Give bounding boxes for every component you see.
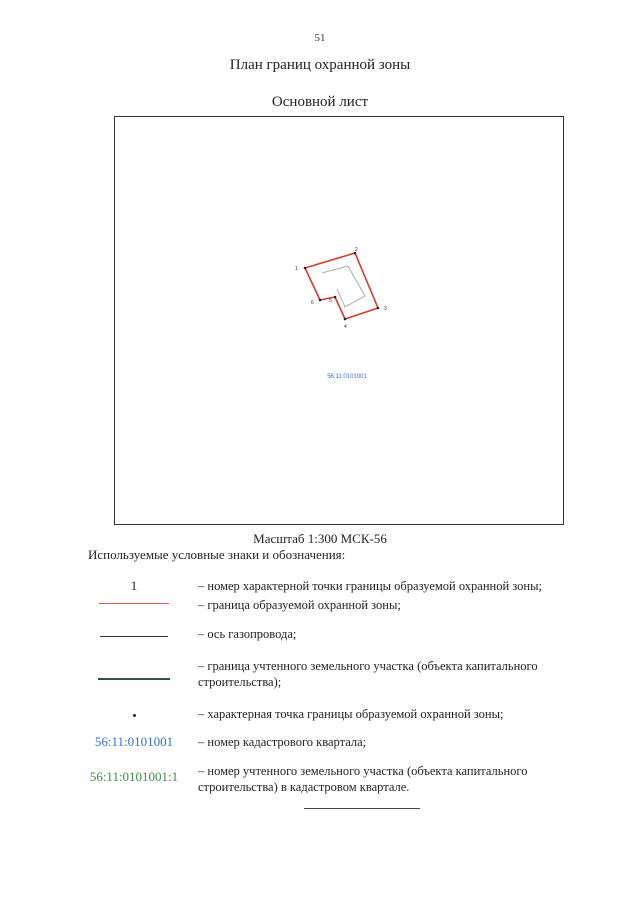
legend-text-land-plot-boundary: – граница учтенного земельного участка (объекта капитального строительства); <box>198 659 538 689</box>
legend-heading: Используемые условные знаки и обозначения: <box>88 547 346 562</box>
document-title: План границ охранной зоны <box>229 57 411 73</box>
boundary-point <box>377 307 380 310</box>
footer-rule <box>304 808 420 809</box>
legend-symbol-dot <box>78 714 190 720</box>
boundary-point <box>304 267 307 270</box>
map-frame <box>114 116 564 525</box>
boundary-point <box>319 299 322 302</box>
document-subtitle: Основной лист <box>271 94 369 110</box>
page-number: 51 <box>314 32 326 44</box>
legend-text-pipeline-axis: – ось газопровода; <box>198 627 297 641</box>
boundary-point <box>334 296 337 299</box>
legend-text-characteristic-point: – характерная точка границы образуемой охранной зоны; <box>198 707 504 721</box>
point-label-4: 4 <box>344 324 347 330</box>
legend-row-land-plot-number <box>0 763 640 803</box>
legend-symbol-point-number: 1 <box>130 578 138 593</box>
cadastral-quarter-label: 56:11:0101001 <box>327 374 367 380</box>
legend-text-point-number: – номер характерной точки границы образуемой охранной зоны; <box>198 579 542 593</box>
point-label-3: 3 <box>384 306 387 312</box>
point-label-1: 1 <box>295 266 298 272</box>
legend-symbol-land-plot-number: 56:11:0101001:1 <box>89 769 179 784</box>
boundary-point <box>344 318 347 321</box>
scale-label: Масштаб 1:300 МСК-56 <box>253 531 387 546</box>
boundary-map <box>115 117 565 526</box>
point-label-5: 5 <box>329 298 332 304</box>
legend-row-land-plot-boundary <box>0 658 640 698</box>
point-label-6: 6 <box>311 300 314 306</box>
protection-zone-boundary <box>305 253 378 319</box>
legend-symbol-red-line <box>78 603 190 605</box>
point-label-2: 2 <box>355 247 358 253</box>
legend-text-land-plot-number: – номер учтенного земельного участка (объекта капитального строительства) в кадастровом квартале. <box>198 764 528 794</box>
legend-symbol-cadastral-quarter: 56:11:0101001 <box>94 734 174 749</box>
legend-symbol-thick-dark-green-line <box>78 678 190 681</box>
legend-text-zone-boundary: – граница образуемой охранной зоны; <box>198 598 401 612</box>
legend-text-cadastral-quarter: – номер кадастрового квартала; <box>198 735 367 749</box>
legend-symbol-thin-black-line <box>78 636 190 638</box>
